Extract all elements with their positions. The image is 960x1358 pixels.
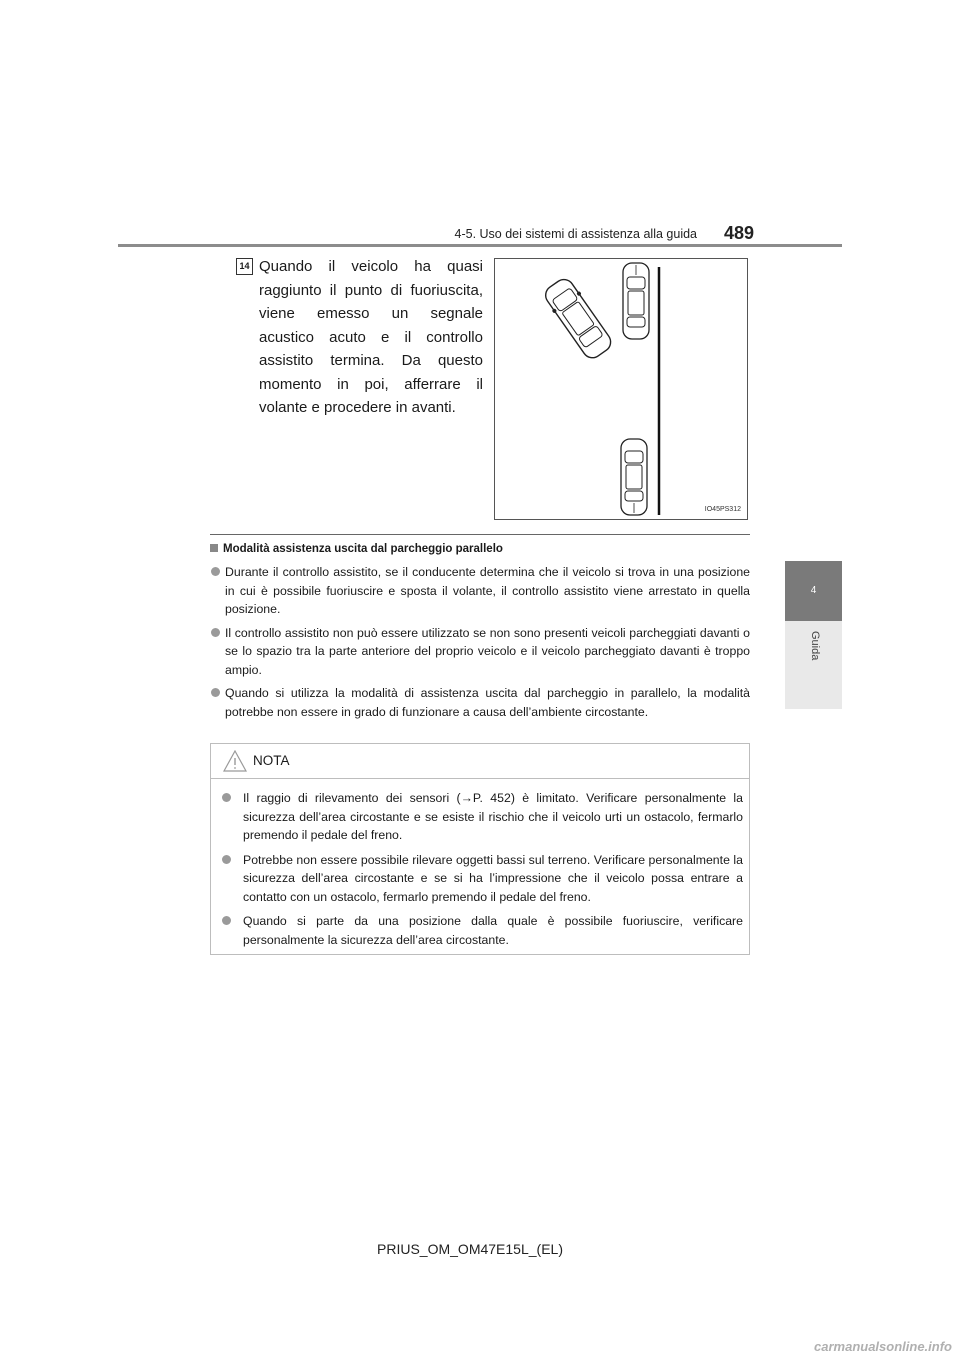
list-item-text: Il raggio di rilevamento dei sensori (→P. 452) è limitato. Verificare personalmente la sicurezza dell’area circostante e se esiste il rischio che il veicolo urti un ostacolo, fermarlo premendo il pedale del freno. <box>243 791 743 842</box>
note-header <box>211 744 749 779</box>
step-number-badge: 14 <box>236 258 253 275</box>
chapter-tab-text: Guida <box>809 631 821 661</box>
list-item-text: Quando si parte da una posizione dalla quale è possibile fuoriuscire, verificare personalmente la sicurezza dell’area circostante. <box>243 914 743 947</box>
note-bullet-list <box>221 789 743 955</box>
circle-bullet-icon <box>211 628 220 637</box>
figure-code: IO45PS312 <box>704 506 741 513</box>
circle-bullet-icon <box>222 855 231 864</box>
parked-car-front-icon <box>623 263 649 339</box>
footer <box>0 1241 960 1257</box>
list-item <box>210 624 750 680</box>
list-item <box>221 789 743 845</box>
note-box <box>210 743 750 955</box>
parked-car-rear-icon <box>621 439 647 515</box>
subsection-heading <box>210 543 503 555</box>
watermark[interactable]: carmanualsonline.info <box>814 1339 952 1354</box>
circle-bullet-icon <box>222 793 231 802</box>
manual-code: PRIUS_OM_OM47E15L_(EL) <box>377 1241 563 1257</box>
parking-illustration <box>494 258 748 520</box>
exiting-car-icon <box>540 274 616 362</box>
list-item <box>210 563 750 619</box>
page-number: 489 <box>724 223 755 243</box>
circle-bullet-icon <box>222 916 231 925</box>
subsection-heading-text: Modalità assistenza uscita dal parcheggio parallelo <box>223 543 503 555</box>
note-title: NOTA <box>253 753 290 768</box>
list-item-text: Potrebbe non essere possibile rilevare oggetti bassi sul terreno. Verificare personalmente la sicurezza dell’area circostante e se si ha l’impressione che il veicolo possa entrare a contatto con un ostacolo, fermarlo premendo il pedale del freno. <box>243 852 743 904</box>
parking-diagram-svg <box>495 259 747 519</box>
list-item <box>221 851 743 907</box>
list-item <box>210 684 750 721</box>
step-text: Quando il veicolo ha quasi raggiunto il punto di fuoriuscita, viene emesso un segnale acustico acuto e il controllo assistito termina. Da questo momento in poi, afferrare il volante e procedere in avanti. <box>259 258 483 416</box>
chapter-tab-number[interactable]: 4 <box>785 561 842 621</box>
square-bullet-icon <box>210 544 218 552</box>
list-item-text: Quando si utilizza la modalità di assistenza uscita dal parcheggio in parallelo, la modalità potrebbe non essere in grado di funzionare a causa dell’ambiente circostante. <box>225 686 750 719</box>
circle-bullet-icon <box>211 688 220 697</box>
chapter-tab-label[interactable] <box>785 621 842 709</box>
section-separator <box>210 534 750 535</box>
subsection-bullet-list <box>210 563 750 726</box>
header-rule <box>118 244 842 247</box>
circle-bullet-icon <box>211 567 220 576</box>
warning-triangle-icon <box>223 750 247 772</box>
list-item-text: Durante il controllo assistito, se il conducente determina che il veicolo si trova in una posizione in cui è possibile fuoriuscire e sposta il volante, il controllo assistito viene arrestato in quella posizione. <box>225 565 750 616</box>
section-title: 4-5. Uso dei sistemi di assistenza alla guida <box>454 227 697 241</box>
list-item <box>221 912 743 949</box>
list-item-text: Il controllo assistito non può essere utilizzato se non sono presenti veicoli parcheggiati davanti o se lo spazio tra la parte anteriore del proprio veicolo e il veicolo parcheggiato davanti è troppo ampio. <box>225 625 750 677</box>
